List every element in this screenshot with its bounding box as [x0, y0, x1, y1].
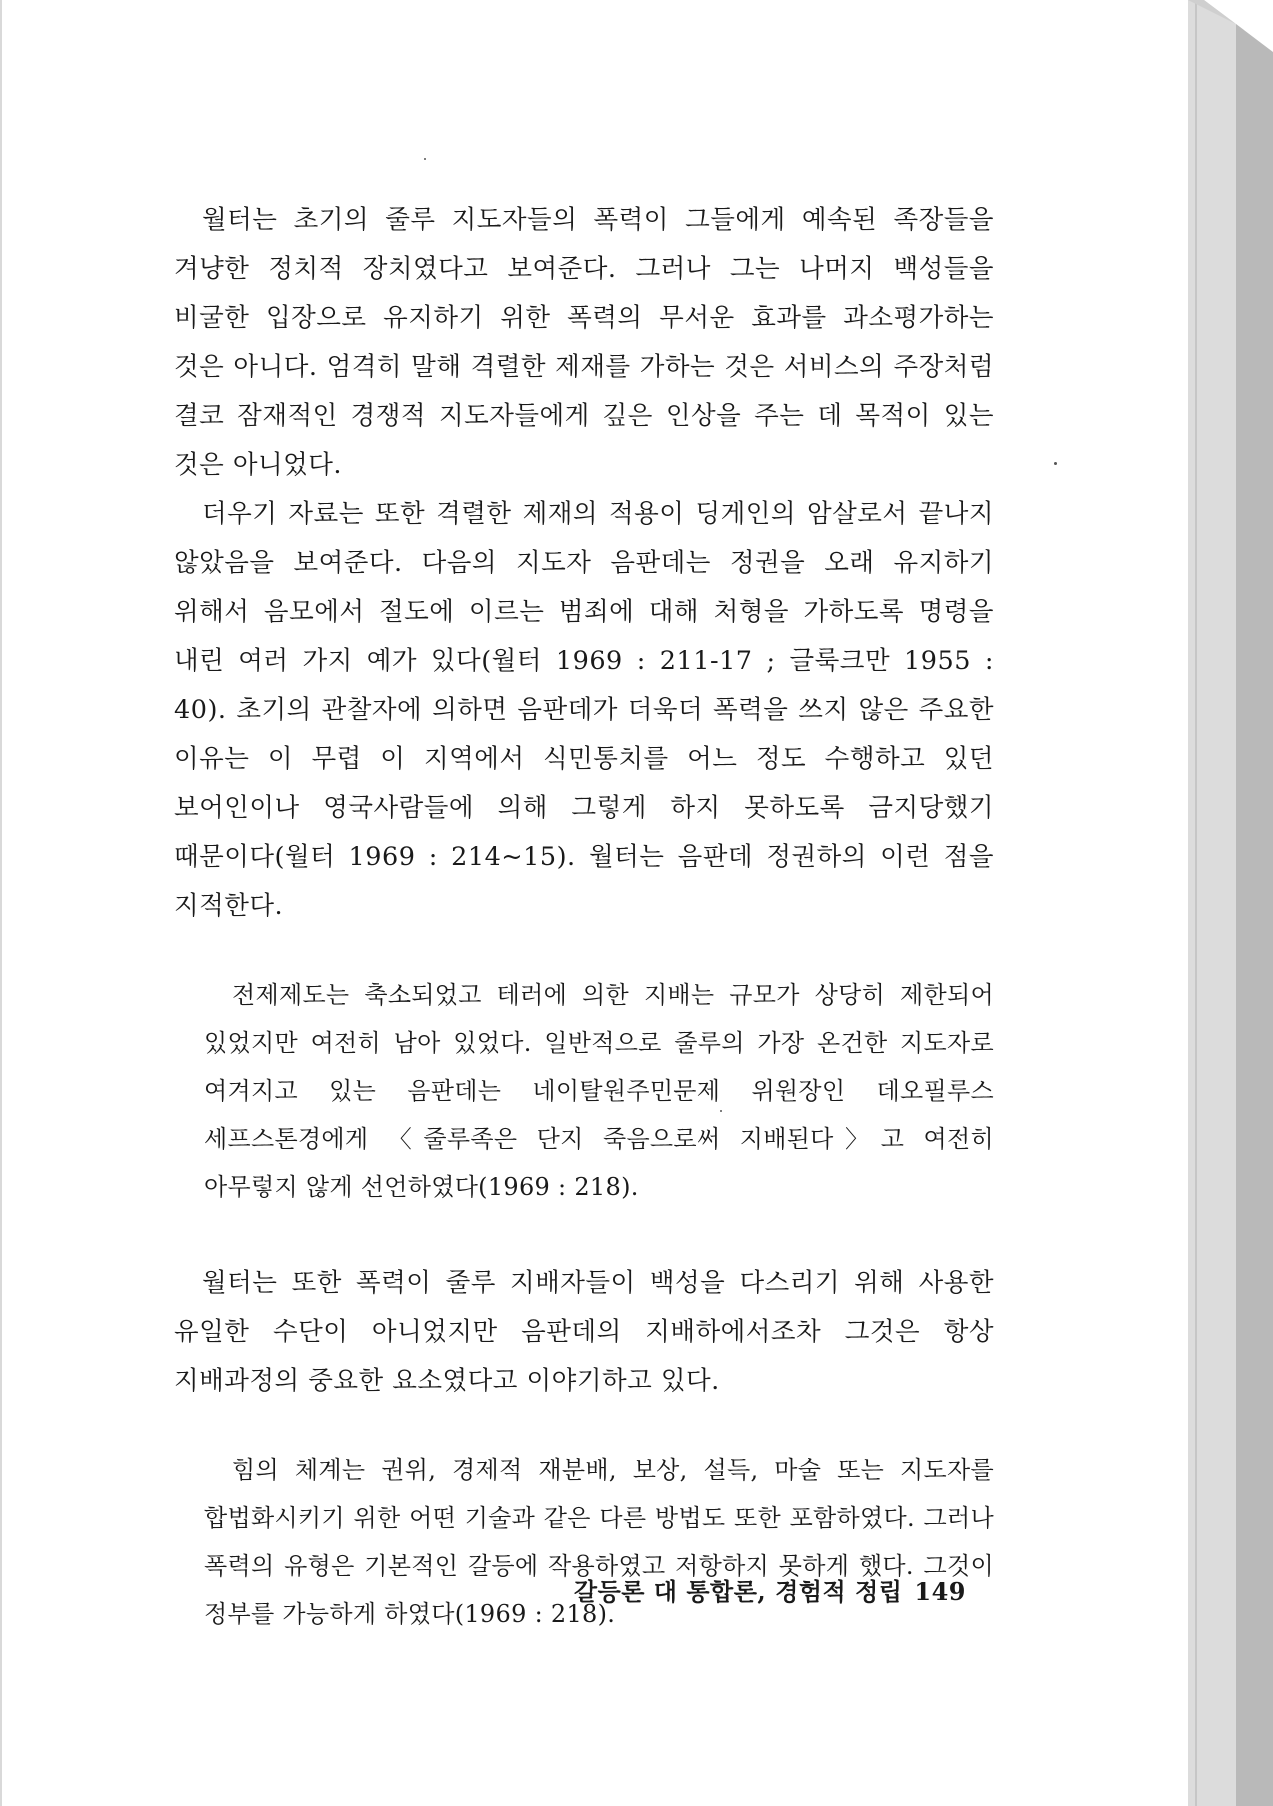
block-quote: 힘의 체계는 권위, 경제적 재분배, 보상, 설득, 마술 또는 지도자를 합법화시키기 위한 어떤 기술과 같은 다른 방법도 또한 포함하였다. 그러나 폭력의 유형은 기본적인 갈등에 작용하였고 저항하지 못하게 했다. 그것이 정부를 가능하게 하였다(1969 : 218).: [204, 1456, 994, 1628]
block-quote: 전제제도는 축소되었고 테러에 의한 지배는 규모가 상당히 제한되어 있었지만 여전히 남아 있었다. 일반적으로 줄루의 가장 온건한 지도자로 여겨지고 있는 음판데는 네이탈원주민문제 위원장인 데오필루스 세프스톤경에게 〈줄루족은 단지 죽음으로써 지배된다〉고 여전히 아무렇지 않게 선언하였다(1969 : 218).: [204, 981, 994, 1201]
body-paragraph: 월터는 또한 폭력이 줄루 지배자들이 백성을 다스리기 위해 사용한 유일한 수단이 아니었지만 음판데의 지배하에서조차 그것은 항상 지배과정의 중요한 요소였다고 이야기하고 있다.: [174, 1268, 994, 1396]
page-footer: [174, 1572, 966, 1607]
running-title: 갈등론 대 통합론, 경험적 정립: [573, 1577, 903, 1606]
body-paragraph: 더우기 자료는 또한 격렬한 제재의 적용이 딩게인의 암살로서 끝나지 않았음을 보여준다. 다음의 지도자 음판데는 정권을 오래 유지하기 위해서 음모에서 절도에 이르는 범죄에 대해 처형을 가하도록 명령을 내린 여러 가지 예가 있다(월터 1969 : 211-17 ; 글룩크만 1955 : 40). 초기의 관찰자에 의하면 음판데가 더욱더 폭력을 쓰지 않은 주요한 이유는 이 무렵 이 지역에서 식민통치를 어느 정도 수행하고 있던 보어인이나 영국사람들에 의해 그렇게 하지 못하도록 금지당했기 때문이다(월터 1969 : 214~15). 월터는 음판데 정권하의 이런 점을 지적한다.: [174, 499, 994, 921]
page-stack-edge: [1188, 0, 1273, 1806]
body-paragraph: 월터는 초기의 줄루 지도자들의 폭력이 그들에게 예속된 족장들을 겨냥한 정치적 장치였다고 보여준다. 그러나 그는 나머지 백성들을 비굴한 입장으로 유지하기 위한 폭력의 무서운 효과를 과소평가하는 것은 아니다. 엄격히 말해 격렬한 제재를 가하는 것은 서비스의 주장처럼 결코 잠재적인 경쟁적 지도자들에게 깊은 인상을 주는 데 목적이 있는 것은 아니었다.: [174, 205, 994, 480]
scan-speck: [1054, 462, 1057, 465]
page-body: [174, 196, 994, 1662]
scan-speck: [424, 158, 426, 160]
page-number: 149: [914, 1577, 966, 1606]
